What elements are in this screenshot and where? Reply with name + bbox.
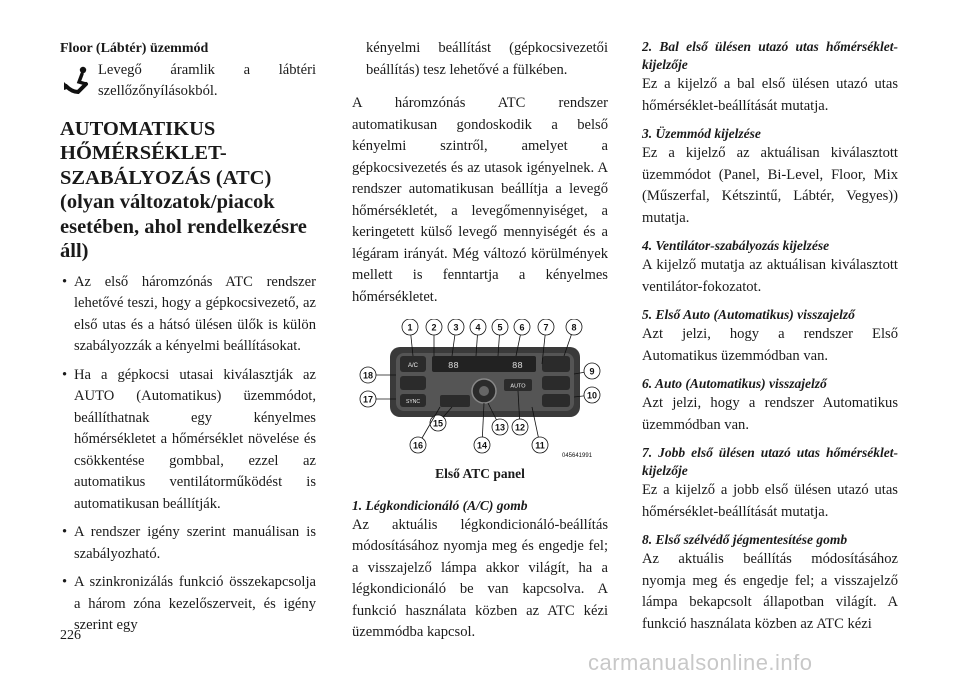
rear-defrost-button [542, 394, 570, 407]
item-text: Azt jelzi, hogy a rendszer Automatikus üzemmódban van. [642, 395, 898, 433]
item-heading: 6. Auto (Automatikus) visszajelző [642, 376, 827, 391]
callout-number: 16 [412, 440, 424, 451]
bullet-continuation: kényelmi beállítást (gépkocsivezetői beállítás) tesz lehetővé a fülkében. [366, 40, 608, 78]
item-heading: 7. Jobb első ülésen utazó utas hőmérséklet-kijelzője [642, 445, 898, 478]
bullet-item: • Az első háromzónás ATC rendszer lehetővé teszi, hogy a gépkocsivezető, az első utas és a hátsó ülésen ülők is külön szabályozzák a kényelmi beállításokat. [60, 272, 316, 358]
atc-paragraph: A háromzónás ATC rendszer automatikusan gondoskodik a belső kényelmi szintről, amelyet a gépkocsivezetés és az utasok igényelnek. A rendszer automatikusan beállítja a levegő hőmérsékletét, a levegőmennyiséget, a keringetett külső levegő mennyiségét és a légáram irányát. Még változó körülmények mellett is fenntartja a kényelmes hőmérsékletet. [352, 95, 608, 305]
callout-number: 13 [494, 422, 506, 433]
callout-number: 12 [514, 422, 526, 433]
fan-button [440, 395, 470, 407]
floor-mode-text: Levegő áramlik a lábtéri szellőzőnyílásokból. [98, 61, 316, 99]
item-heading: 2. Bal első ülésen utazó utas hőmérséklet-kijelzője [642, 39, 898, 72]
section-heading: AUTOMATIKUS HŐMÉRSÉKLET-SZABÁLYOZÁS (ATC) (olyan változatok/piacok esetében, ahol rendelkezésre áll) [60, 117, 307, 262]
callout-number: 5 [497, 322, 503, 333]
auto-button-label: AUTO [510, 383, 526, 390]
item-heading: 4. Ventilátor-szabályozás kijelzése [642, 238, 830, 253]
figure-caption: Első ATC panel [435, 466, 525, 481]
floor-mode-row [60, 60, 316, 103]
item-text: Az aktuális beállítás módosításához nyomja meg és engedje fel; a visszajelző lámpa bekapcsolt állapotban világít. A funkció használata közben az ATC kézi [642, 551, 898, 632]
callout-number: 18 [362, 370, 374, 381]
mode-knob-center [479, 386, 489, 396]
callout-number: 17 [362, 394, 374, 405]
callout-number: 8 [571, 322, 577, 333]
page-number: 226 [60, 628, 81, 643]
floor-airflow-icon [60, 60, 98, 100]
column-left [60, 38, 316, 644]
callout-number: 4 [475, 322, 481, 333]
callout-number: 9 [589, 366, 595, 377]
column-right [642, 38, 898, 643]
recirc-button [400, 376, 426, 390]
callout-number: 2 [431, 322, 437, 333]
bullet-item: • Ha a gépkocsi utasai kiválasztják az AUTO (Automatikus) üzemmódot, beállíthatnak egy kényelmes hőmérsékletet a hőmérséklet növelése és csökkentése gombbal, ezzel az automatikus ventilátorműködést is automatikusan beállítják. [60, 365, 316, 516]
item-heading: 5. Első Auto (Automatikus) visszajelző [642, 307, 855, 322]
callout-number: 6 [519, 322, 525, 333]
item-text: Azt jelzi, hogy a rendszer Első Automatikus üzemmódban van. [642, 326, 898, 364]
item-text: Az aktuális légkondicionáló-beállítás módosításához nyomja meg és engedje fel; a visszajelző lámpa akkor világít, ha a légkondicionáló be van kapcsolva. A funkció használata közben az ATC kézi üzemmódba kapcsol. [352, 516, 608, 640]
right-temp-button [542, 376, 570, 390]
callout-number: 15 [432, 418, 444, 429]
display-right-temp: 88 [512, 361, 523, 371]
atc-panel-illustration [352, 319, 608, 459]
atc-panel-figure [352, 319, 608, 459]
item-text: Ez a kijelző a bal első ülésen utazó utas hőmérséklet-beállítását mutatja. [642, 76, 898, 114]
ac-button-label: A/C [407, 363, 419, 369]
item-heading: 3. Üzemmód kijelzése [642, 126, 761, 141]
callout-number: 14 [476, 440, 488, 451]
bullet-item: • A rendszer igény szerint manuálisan is szabályozható. [60, 522, 316, 565]
callout-number: 11 [535, 440, 545, 451]
callout-number: 3 [453, 322, 459, 333]
callout-number: 10 [586, 390, 598, 401]
bullet-item: • A szinkronizálás funkció összekapcsolja a három zóna kezelőszerveit, és igény szerint egy [60, 572, 316, 637]
item-heading: 8. Első szélvédő jégmentesítése gomb [642, 532, 848, 547]
item-text: Ez a kijelző az aktuálisan kiválasztott üzemmódot (Panel, Bi-Level, Floor, Mix (Műszerfal, Kétszintű, Lábtér, Vegyes)) mutatja. [642, 145, 898, 226]
sync-button-label: SYNC [406, 399, 420, 405]
defrost-button [542, 356, 570, 372]
watermark: carmanualsonline.info [588, 650, 813, 675]
figure-code: 045641991 [562, 453, 593, 459]
floor-mode-label: Floor (Lábtér) üzemmód [60, 41, 209, 56]
display-left-temp: 88 [448, 361, 459, 371]
callout-number: 7 [543, 322, 549, 333]
callout-number: 1 [407, 322, 413, 333]
column-middle [352, 38, 608, 652]
item-text: Ez a kijelző a jobb első ülésen utazó utas hőmérséklet-beállítását mutatja. [642, 482, 898, 520]
item-text: A kijelző mutatja az aktuálisan kiválasztott ventilátor-fokozatot. [642, 257, 898, 295]
item-heading: 1. Légkondicionáló (A/C) gomb [352, 497, 528, 513]
